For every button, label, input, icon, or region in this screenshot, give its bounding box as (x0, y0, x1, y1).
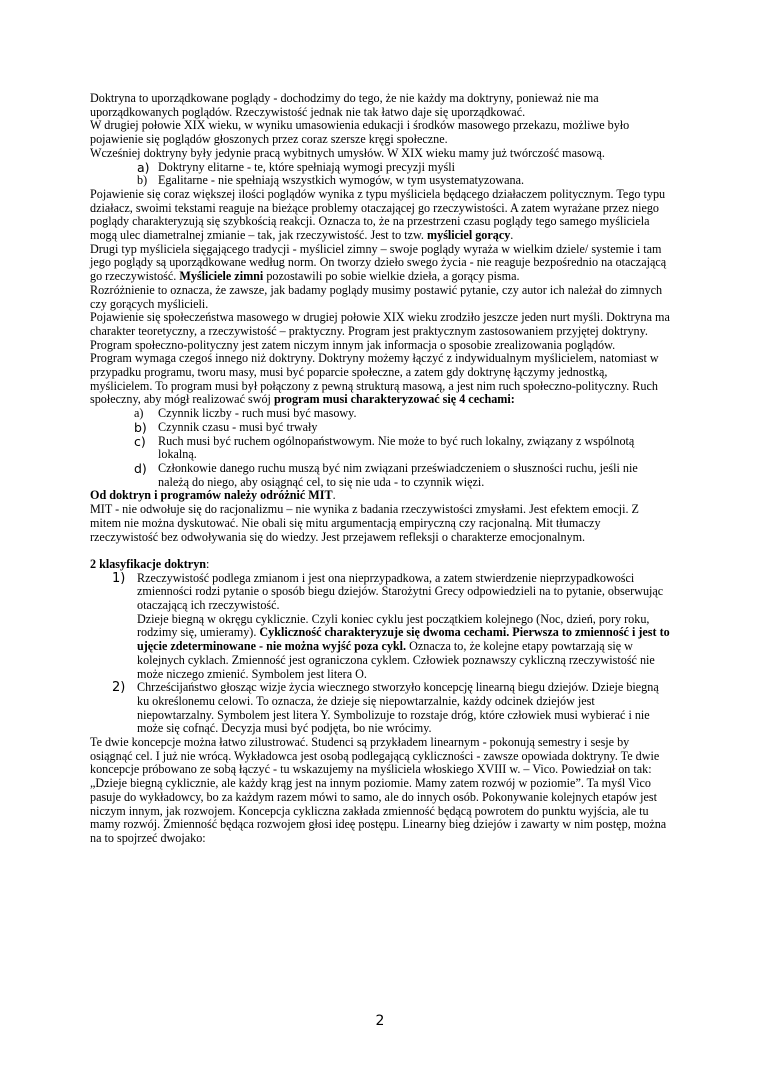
bold-term: Myśliciele zimni (179, 269, 264, 284)
list-item (90, 421, 670, 435)
paragraph (90, 243, 670, 284)
list-item (90, 462, 670, 489)
numbered-item (90, 572, 670, 682)
list-item-text: Doktryny elitarne - te, które spełniają wymogi precyzji myśli (158, 159, 456, 174)
paragraph: MIT - nie odwołuje się do racjonalizmu – nie wynika z badania rzeczywistości zmysłami. Jest efektem emocji. Z mitem nie można dyskutować. Nie obali się mitu argumentacją empiryczną czy racjonalną. Mit tłumaczy rzeczywistość bez odwoływania się do wiedzy. Jest przejawem refleksji o charakterze emocjonalnym. (90, 502, 639, 544)
list-doktryny (90, 161, 670, 188)
bold-heading: Od doktryn i programów należy odróżnić MIT (90, 488, 333, 503)
paragraph-text: pozostawili po sobie wielkie dzieła, a gorący pisma. (266, 269, 520, 284)
paragraph: Pojawienie się coraz większej ilości poglądów wynika z typu myśliciela będącego działaczem politycznym. Tego typu działacz, swoimi tekstami reaguje na bieżące problemy otaczającej go rzeczywistości. A zatem wyrażane przez niego poglądy charakteryzują się szybkością reakcji. Oznacza to, że na przestrzeni czasu poglądy tego samego myśliciela mogą ulec diametralnej zmianie – tak, jak rzeczywistość. Jest to tzw. myśliciel gorący. (90, 186, 666, 243)
paragraph-text: Drugi typ myśliciela sięgającego tradycji - myśliciel zimny – swoje poglądy wyraża w wielkim dziele/ systemie i tam jego poglądy są uporządkowane według norm. On tworzy dzieło swego życia - nie reaguje bezpośrednio na otaczającą go rzeczywistość. (90, 241, 667, 284)
list-marker: 2) (112, 680, 126, 696)
list-item-text: Ruch musi być ruchem ogólnopaństwowym. Nie może to być ruch lokalny, związany z wspólnotą lokalną. (158, 433, 635, 462)
list-item (90, 435, 670, 462)
list-item (90, 407, 670, 421)
list-marker: b) (137, 173, 148, 188)
paragraph: Od doktryn i programów należy odróżnić MIT. (90, 488, 336, 503)
paragraph-text: Program wymaga czegoś innego niż doktryny. Doktryny możemy łączyć z indywidualnym myślicielem, natomiast w przypadku programu, tworu masy, musi być poparcie społeczne, a zatem gdy doktrynę łączymy jednostką, myślicielem. To program musi był połączony z pewną strukturą masową, a jest nim ruch społeczno-polityczny. Ruch społeczny, aby mógł realizować swój (90, 351, 659, 407)
list-item-text: Członkowie danego ruchu muszą być nim związani przeświadczeniem o słuszności ruchu, jeśli nie należą do niego, aby osiągnąć cel, to się nie uda - to czynnik więzi. (158, 460, 638, 489)
page-number: 2 (375, 1013, 385, 1029)
paragraph: 2 klasyfikacje doktryn: (90, 556, 210, 571)
bold-term: myśliciel gorący (427, 228, 511, 243)
list-marker: d) (134, 460, 147, 476)
paragraph: Rozróżnienie to oznacza, że zawsze, jak badamy poglądy musimy postawić pytanie, czy autor ich należał do zimnych czy gorących myślicieli. (90, 282, 663, 311)
paragraph: Pojawienie się społeczeństwa masowego w drugiej połowie XIX wieku zrodziło jeszcze jeden nurt myśli. Doktryna ma charakter teoretyczny, a rzeczywistość – praktyczny. Program jest praktycznym zastosowaniem przyjętej doktryny. Program społeczno-polityczny jest zatem niczym innym jak informacja o sposobie zrealizowania poglądów. (90, 310, 670, 352)
paragraph-text: Oznacza to, że kolejne etapy powtarzają się w kolejnych cyklach. Zmienność jest ograniczona cyklem. Człowiek poznawszy cykliczną rzeczywistość nie może niczego zmienić. Symbolem jest litera O. (137, 639, 655, 681)
section-heading: 2 klasyfikacje doktryn (90, 556, 207, 571)
list-item (90, 161, 670, 175)
list-marker: a) (137, 159, 150, 175)
paragraph (90, 352, 670, 407)
paragraph: W drugiej połowie XIX wieku, w wyniku umasowienia edukacji i środków masowego przekazu, możliwe było pojawienie się poglądów głoszonych przez coraz szersze kręgi społeczne. (90, 118, 630, 147)
item-paragraph: Chrześcijaństwo głosząc wizje życia wiecznego stworzyło koncepcję linearną biegu dziejów. Dzieje biegną ku określonemu celowi. To oznacza, że dzieje się niepowtarzalnie, każdy odcinek dziejów jest niepowtarzalny. Symbolem jest litera Y. Symbolizuje to rozstaje dróg, które człowiek musi wybierać i nie może się cofnąć. Decyzja musi być podjęta, bo nie wrócimy. (137, 680, 659, 736)
list-marker: a) (134, 406, 144, 421)
list-marker: 1) (112, 570, 126, 586)
blank-line (90, 544, 670, 558)
list-item-text: Czynnik liczby - ruch musi być masowy. (158, 406, 357, 421)
paragraph: Wcześniej doktryny były jedynie pracą wybitnych umysłów. W XIX wieku mamy już twórczość masową. (90, 145, 605, 160)
list-marker: b) (134, 419, 147, 435)
bold-term: Cykliczność charakteryzuje się dwoma cechami. Pierwsza to zmienność i jest to ujęcie zdeterminowane - nie można wyjść poza cykl. (137, 625, 670, 654)
paragraph-text: Pojawienie się coraz większej ilości poglądów wynika z typu myśliciela będącego działaczem politycznym. Tego typu działacz, swoimi tekstami reaguje na bieżące problemy otaczającej go rzeczywistości. A zatem wyrażane przez niego poglądy charakteryzują się szybkością reakcji. Oznacza to, że na przestrzeni czasu poglądy tego samego myśliciela mogą ulec diametralnej zmianie – tak, jak rzeczywistość. Jest to tzw. (90, 186, 666, 243)
list-marker: c) (134, 433, 146, 449)
paragraph: Doktryna to uporządkowane poglądy - dochodzimy do tego, że nie każdy ma doktryny, ponieważ nie ma uporządkowanych poglądów. Rzeczywistość jednak nie tak łatwo daje się uporządkować. (90, 91, 599, 119)
list-item-text: Czynnik czasu - musi być trwały (158, 419, 318, 434)
paragraph-text: Dzieje biegną w okręgu cyklicznie. Czyli koniec cyklu jest początkiem kolejnego (Noc, dzień, pory roku, rodzimy się, umieramy). (137, 611, 650, 640)
document-page (90, 92, 670, 846)
list-item-text: Egalitarne - nie spełniają wszystkich wymogów, w tym usystematyzowana. (158, 173, 525, 188)
list-item (90, 174, 670, 188)
numbered-item (90, 681, 670, 736)
bold-term: program musi charakteryzować się 4 cechami: (273, 392, 515, 407)
paragraph: Te dwie koncepcje można łatwo zilustrować. Studenci są przykładem linearnym - pokonują semestry i sesje by osiągnąć cel. I już nie wrócą. Wykładowca jest osobą podlegającą cykliczności - zawsze opowiada doktryny. Te dwie koncepcje próbowano ze sobą łączyć - tu wskazujemy na myśliciela włoskiego XVIII w. – Vico. Powiedział on tak: „Dzieje biegną cyklicznie, ale każdy krąg jest na innym poziomie. Mamy zatem rozwój w poziomie”. Ta myśl Vico pasuje do wykładowcy, bo za każdym razem mówi to samo, ale do innych osób. Pokonywanie kolejnych etapów jest niczym innym, jak rozwojem. Koncepcja cykliczna zakłada zmienność będącą powrotem do punktu wyjścia, ale tu mamy rozwój. Zmienność będąca rozwojem głosi ideę postępu. Linearny bieg dziejów i zawarty w nim postęp, można na to spojrzeć dwojako: (90, 735, 667, 845)
item-paragraph (137, 613, 670, 682)
item-paragraph: Rzeczywistość podlega zmianom i jest ona nieprzypadkowa, a zatem stwierdzenie nieprzypadkowości zmienności rodzi pytanie o sposób biegu dziejów. Starożytni Grecy odpowiedzieli na to pytanie, obserwując otaczającą ich rzeczywistość. (137, 570, 664, 612)
list-cechy (90, 407, 670, 489)
numbered-list (90, 572, 670, 736)
